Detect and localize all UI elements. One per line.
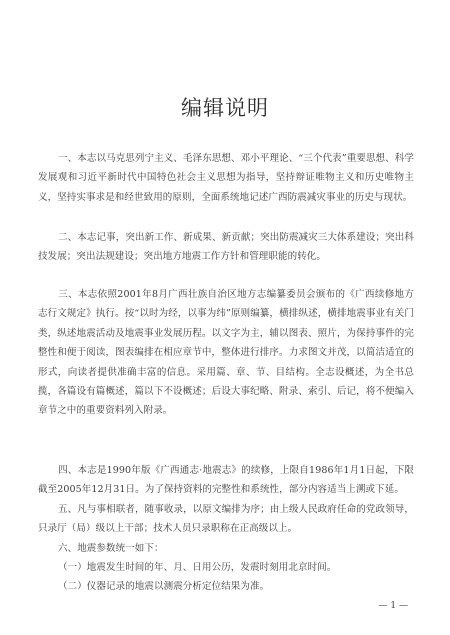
paragraph-8 (38, 577, 414, 596)
paragraph-7 (38, 558, 414, 577)
paragraph-6 (38, 539, 414, 558)
page-title: 编辑说明 (181, 96, 269, 120)
paragraph-1 (38, 149, 414, 207)
paragraph-3 (38, 285, 414, 421)
paragraph-text: 四、本志是1990年版《广西通志·地震志》的续修，上限自1986年1月1日起，下限截至2005年12月31日。为了保持资料的完整性和系统性，部分内容适当上溯或下延。 (38, 465, 414, 496)
paragraph-text: 二、本志记事，突出新工作、新成果、新贡献；突出防震减灾三大体系建设；突出科技发展；突出法规建设；突出地方地震工作方针和管理职能的转化。 (38, 232, 414, 263)
page-number: — 1 — (378, 601, 408, 611)
paragraph-text: （二）仪器记录的地震以测震分析定位结果为准。 (58, 581, 270, 592)
paragraph-2 (38, 228, 414, 267)
paragraph-text: 三、本志依照2001年8月广西壮族自治区地方志编纂委员会颁布的《广西续修地方志行文规定》执行。按“以时为经，以事为纬”原则编纂，横排纵述，横排地震事业有关门类，纵述地震活动及地震事业发展历程。以文字为主，辅以图表、照片，为保持事件的完整性和便于阅读，图表编排在相应章节中，整体进行排序。力求图文并茂，以简洁适宜的形式，向读者提供准确丰富的信息。采用篇、章、节、目结构。全志设概述，为全书总揽，各篇设有篇概述，篇以下不设概述；后设大事纪略、附录、索引、后记，将不便编入章节之中的重要资料列入附录。 (38, 289, 414, 417)
paragraph-text: 五、凡与事相联者，随事收录，以原文编排为序；由上级人民政府任命的党政领导，只录厅（局）级以上干部；技术人员只录职称在正高级以上。 (38, 504, 414, 535)
paragraph-5 (38, 500, 414, 539)
paragraph-text: （一）地震发生时间的年、月、日用公历，发震时刻用北京时间。 (58, 562, 337, 573)
paragraph-4 (38, 461, 414, 500)
paragraph-text: 一、本志以马克思列宁主义、毛泽东思想、邓小平理论、“三个代表”重要思想、科学发展观和习近平新时代中国特色社会主义思想为指导，坚持辩证唯物主义和历史唯物主义，坚持实事求是和经世致用的原则，全面系统地记述广西防震减灾事业的历史与现状。 (38, 153, 414, 203)
paragraph-text: 六、地震参数统一如下： (58, 543, 164, 554)
